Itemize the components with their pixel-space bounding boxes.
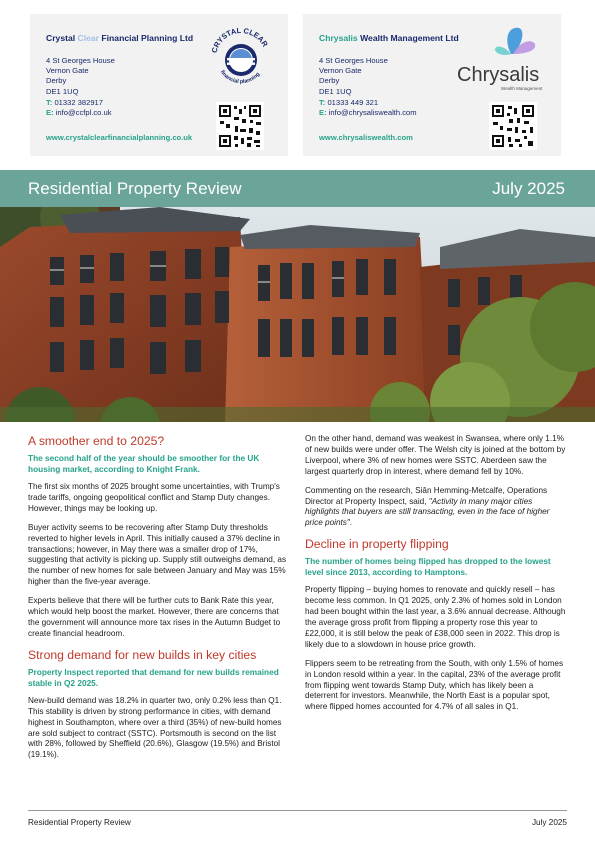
quote: "Activity in many major cities highlights that buyers are still transacting, even in the face of higher price points": [305, 496, 550, 528]
footer-title: Residential Property Review: [28, 818, 131, 827]
section-heading: Decline in property flipping: [305, 537, 449, 552]
svg-text:CRYSTAL CLEAR: CRYSTAL CLEAR: [209, 25, 270, 54]
qr-code-icon: [216, 102, 264, 150]
page-title: Residential Property Review: [28, 179, 242, 198]
website-link[interactable]: www.crystalclearfinancialplanning.co.uk: [46, 133, 193, 142]
section-lead: Property Inspect reported that demand for new builds remained stable in Q2 2025.: [28, 666, 279, 688]
email-link[interactable]: info@ccfpl.co.uk: [53, 108, 112, 118]
footer-date: July 2025: [531, 818, 567, 827]
email-link[interactable]: info@chrysaliswealth.com: [326, 108, 417, 118]
footer-divider: [28, 810, 567, 811]
left-column: [28, 434, 290, 769]
firm-contact: T: 01332 382917 E: info@ccfpl.co.uk: [46, 98, 112, 118]
svg-text:financial planning: financial planning: [218, 69, 262, 86]
firm-address: 4 St Georges House Vernon Gate Derby DE1 1UQ: [319, 56, 388, 96]
firm-name: Chrysalis Wealth Management Ltd: [319, 33, 459, 43]
firm-address: 4 St Georges House Vernon Gate Derby DE1 1UQ: [46, 56, 115, 96]
paragraph: On the other hand, demand was weakest in Swansea, where only 1.1% of new builds were under offer. The Welsh city is joined at the bottom by Liverpool, where 3% of new homes were SSTC. Aberdeen saw the largest quarterly drop in interest, where demand fell by 10%.: [305, 434, 566, 476]
phone-number[interactable]: 01332 382917: [52, 98, 104, 107]
crystal-clear-logo: [208, 22, 274, 94]
issue-date: July 2025: [492, 179, 565, 198]
paragraph: Flippers seem to be retreating from the South, with only 1.5% of homes in London resold within a year. In the capital, 23% of the average profit from flipping went towards Stamp Duty, which has likely been a deterrent for investors. Meanwhile, the North East is a popular spot, where flipped homes accounted for 4.7% of all sales in Q1.: [305, 658, 564, 712]
firm-contact: T: 01333 449 321 E: info@chrysaliswealth.com: [319, 98, 417, 118]
paragraph: The first six months of 2025 brought some uncertainties, with Trump's trade tariffs, ongoing geopolitical conflict and Stamp Duty changes. However, things may be looking up.: [28, 482, 280, 513]
section-heading: A smoother end to 2025?: [28, 434, 165, 448]
paragraph: New-build demand was 18.2% in quarter two, only 0.2% less than Q1. This stability is driven by strong performance in cities, with demand highest in Southampton, where over a third (35%) of new-build homes are sold subject to contract (SSTC). Portsmouth is second on the list with 28%, followed by Sheffield (20.6%), Glasgow (19.5%) and Bristol (19.1%).: [28, 695, 282, 760]
qr-code-icon: [489, 102, 537, 150]
paragraph: Experts believe that there will be further cuts to Bank Rate this year, which would help boost the market. However, there are concerns that the government will announce more tax rises in the Autumn Budget to create financial headroom.: [28, 596, 281, 638]
section-lead: The number of homes being flipped has dropped to the lowest level since 2013, according to Hamptons.: [305, 556, 551, 578]
paragraph: Property flipping – buying homes to renovate and quickly resell – has become less common. In Q1 2025, only 2.3% of homes sold in London had been bought within the last year, a 3.6% annual decrease. Although the average gross profit from flipping a property rose this year to £22,000, it is still below the peak of £38,000 seen in 2022. This drop is likely due to a slowdown in house price growth.: [305, 585, 566, 649]
chrysalis-logo: [453, 24, 543, 100]
contact-card-chrysalis: [303, 14, 561, 156]
section-lead: The second half of the year should be smoother for the UK housing market, according to Knight Frank.: [28, 453, 260, 474]
phone-number[interactable]: 01333 449 321: [325, 98, 379, 107]
section-heading: Strong demand for new builds in key cities: [28, 647, 257, 662]
paragraph: Buyer activity seems to be recovering after Stamp Duty thresholds reverted to higher levels in April. This initially caused a 37% decline in transactions; however, in May there was a smaller drop of 17%, suggesting that activity is picking up. Supply still outweighs demand, as the number of new homes for sale between January and May was 15% higher than the five-year average.: [28, 522, 287, 587]
qr-code-chrysalis[interactable]: [489, 102, 537, 150]
paragraph-quote: Commenting on the research, Siân Hemming-Metcalfe, Operations Director at Property Inspect, said, "Activity in many major cities highlights that buyers are still transacting, even in the face of higher price points".: [305, 485, 550, 528]
qr-code-crystal-clear[interactable]: [216, 102, 264, 150]
right-column: [305, 434, 567, 721]
contact-card-crystal-clear: [30, 14, 288, 156]
hero-image: [0, 207, 595, 422]
svg-text:Wealth Management: Wealth Management: [501, 86, 543, 91]
website-link[interactable]: www.chrysaliswealth.com: [319, 133, 413, 142]
tenement-buildings-image: [0, 207, 595, 422]
firm-name: Crystal Clear Financial Planning Ltd: [46, 33, 194, 43]
svg-text:Chrysalis: Chrysalis: [457, 64, 540, 86]
title-banner: [0, 170, 595, 207]
